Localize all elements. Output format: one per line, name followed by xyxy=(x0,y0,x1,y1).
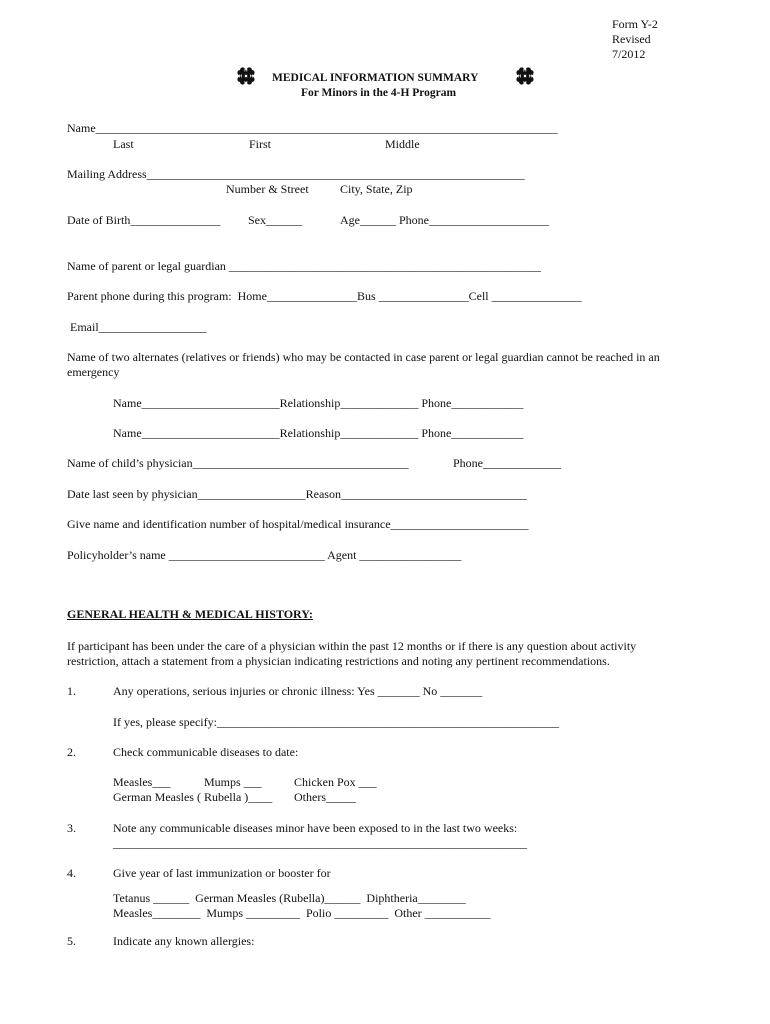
immunization-row-1[interactable]: Tetanus ______ German Measles (Rubella)______ Diphtheria________ xyxy=(113,891,466,905)
number-street-caption: Number & Street xyxy=(226,182,309,196)
svg-text:H: H xyxy=(517,73,522,79)
svg-text:H: H xyxy=(523,67,527,73)
q4-question: Give year of last immunization or booster for xyxy=(113,866,331,880)
alternate-1-field[interactable]: Name_______________________Relationship_____________ Phone____________ xyxy=(113,396,524,410)
q5-number: 5. xyxy=(67,934,76,948)
german-measles-check[interactable]: German Measles ( Rubella )____ xyxy=(113,790,273,804)
q1-specify-field[interactable]: If yes, please specify:_________________________________________________________ xyxy=(113,715,559,729)
insurance-field[interactable]: Give name and identification number of hospital/medical insurance_______________________ xyxy=(67,517,529,531)
revised-label: Revised xyxy=(612,32,651,46)
q3-number: 3. xyxy=(67,821,76,835)
4-h-clover-icon xyxy=(513,64,537,88)
parent-phone-field[interactable]: Parent phone during this program: Home_______________Bus _______________Cell _______________ xyxy=(67,289,582,303)
alternates-instructions: Name of two alternates (relatives or friends) who may be contacted in case parent or legal guardian cannot be reached in an xyxy=(67,350,660,364)
chicken-pox-check[interactable]: Chicken Pox ___ xyxy=(294,775,377,789)
alternate-2-field[interactable]: Name_______________________Relationship_____________ Phone____________ xyxy=(113,426,524,440)
first-caption: First xyxy=(249,137,272,151)
physician-name-field[interactable]: Name of child’s physician____________________________________ xyxy=(67,456,409,470)
q5-question: Indicate any known allergies: xyxy=(113,934,255,948)
age-phone-field[interactable]: Age______ Phone____________________ xyxy=(340,213,549,227)
history-intro-cont: restriction, attach a statement from a physician indicating restrictions and noting any pertinent recommendations. xyxy=(67,654,610,668)
svg-text:H: H xyxy=(238,73,243,79)
immunization-row-2[interactable]: Measles________ Mumps _________ Polio _________ Other ___________ xyxy=(113,906,491,920)
mumps-check[interactable]: Mumps ___ xyxy=(204,775,262,789)
history-heading: GENERAL HEALTH & MEDICAL HISTORY: xyxy=(67,607,313,621)
svg-text:H: H xyxy=(244,67,248,73)
sex-field[interactable]: Sex______ xyxy=(248,213,302,227)
guardian-name-field[interactable]: Name of parent or legal guardian ____________________________________________________ xyxy=(67,259,541,273)
svg-text:H: H xyxy=(523,80,527,85)
revised-date: 7/2012 xyxy=(612,47,646,61)
date-of-birth-field[interactable]: Date of Birth_______________ xyxy=(67,213,221,227)
alternates-instructions-cont: emergency xyxy=(67,365,120,379)
last-caption: Last xyxy=(113,137,134,151)
svg-text:H: H xyxy=(244,80,248,85)
q4-number: 4. xyxy=(67,866,76,880)
name-field[interactable]: Name_____________________________________________________________________________ xyxy=(67,121,558,135)
q3-question: Note any communicable diseases minor have been exposed to in the last two weeks: xyxy=(113,821,518,835)
4-h-clover-icon xyxy=(234,64,258,88)
form-title: MEDICAL INFORMATION SUMMARY xyxy=(272,72,479,84)
mailing-address-field[interactable]: Mailing Address_______________________________________________________________ xyxy=(67,167,525,181)
city-state-zip-caption: City, State, Zip xyxy=(340,182,413,196)
q2-number: 2. xyxy=(67,745,76,759)
form-id: Form Y-2 xyxy=(612,17,658,31)
last-seen-field[interactable]: Date last seen by physician__________________Reason_______________________________ xyxy=(67,487,527,501)
q1-number: 1. xyxy=(67,684,76,698)
svg-text:H: H xyxy=(249,73,254,79)
middle-caption: Middle xyxy=(385,137,420,151)
measles-check[interactable]: Measles___ xyxy=(113,775,171,789)
q3-answer-field[interactable]: _____________________________________________________________________ xyxy=(113,836,527,850)
physician-phone-field[interactable]: Phone_____________ xyxy=(453,456,561,470)
svg-text:H: H xyxy=(528,73,533,79)
history-intro: If participant has been under the care of a physician within the past 12 months or if there is any question about activity xyxy=(67,639,637,653)
q2-question: Check communicable diseases to date: xyxy=(113,745,299,759)
email-field[interactable]: Email__________________ xyxy=(70,320,207,334)
q1-operations-field[interactable]: Any operations, serious injuries or chronic illness: Yes _______ No _______ xyxy=(113,684,483,698)
others-check[interactable]: Others_____ xyxy=(294,790,356,804)
form-subtitle: For Minors in the 4-H Program xyxy=(301,87,457,99)
policyholder-field[interactable]: Policyholder’s name __________________________ Agent _________________ xyxy=(67,548,462,562)
